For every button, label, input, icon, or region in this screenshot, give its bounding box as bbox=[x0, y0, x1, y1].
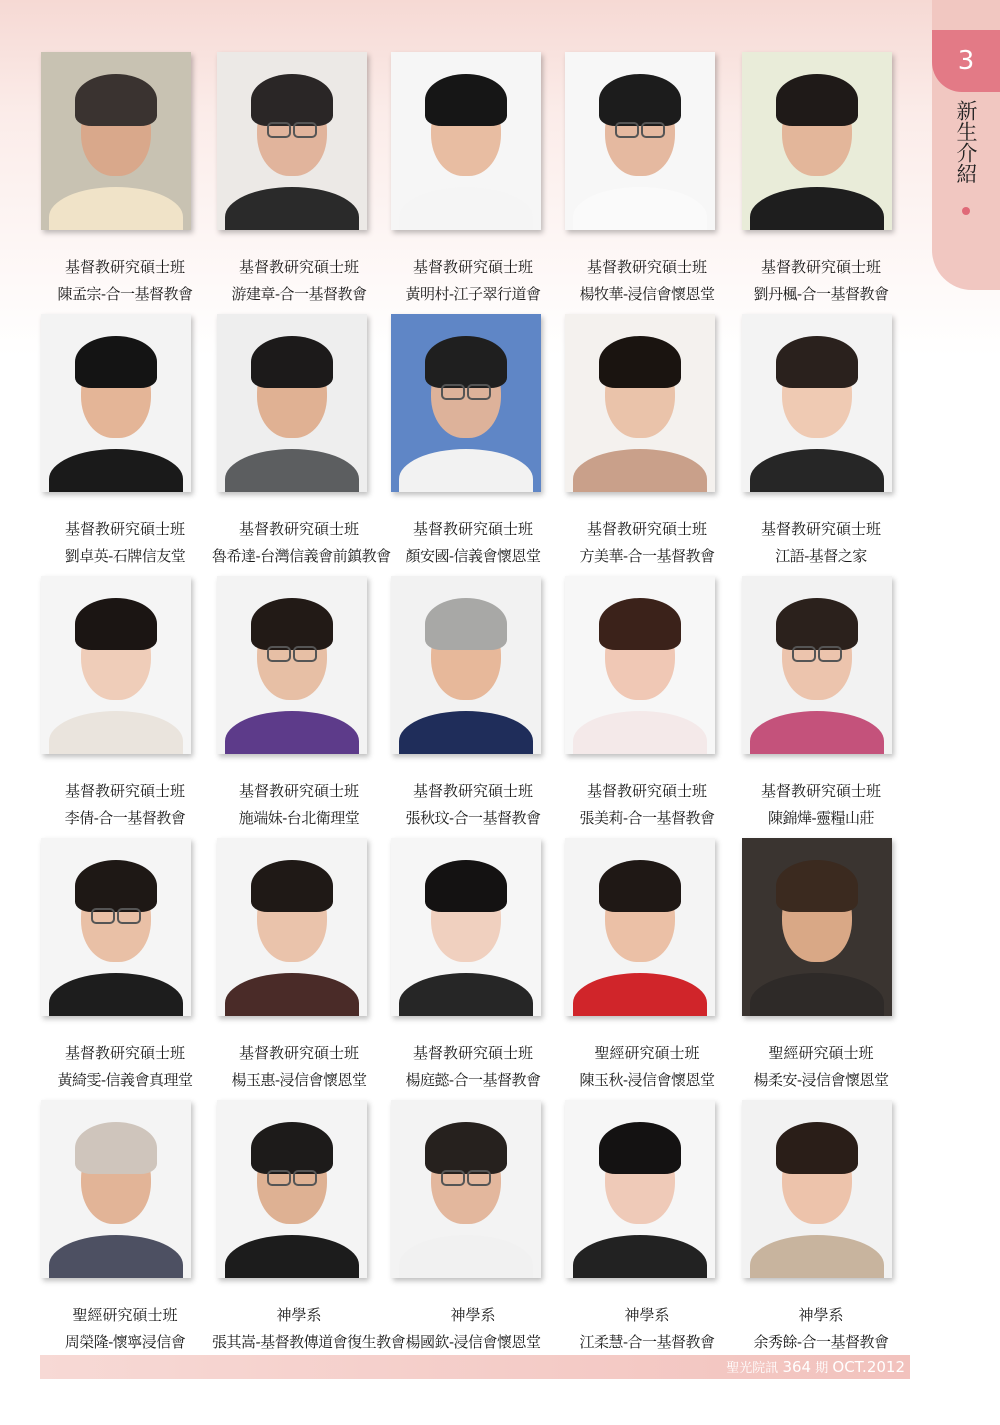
glasses-icon bbox=[641, 122, 665, 138]
photo-shoulders bbox=[399, 973, 533, 1016]
photo-shoulders bbox=[49, 449, 183, 492]
glasses-icon bbox=[615, 122, 639, 138]
student-program: 基督教研究碩士班 bbox=[586, 782, 707, 800]
section-title: 新生介紹 bbox=[954, 100, 978, 184]
student-name-church: 李倩-合一基督教會 bbox=[64, 809, 186, 827]
student-caption bbox=[38, 1040, 212, 1094]
student-photo bbox=[565, 838, 715, 1016]
student-caption bbox=[734, 778, 908, 832]
photo-hair bbox=[251, 74, 333, 126]
photo-shoulders bbox=[750, 449, 884, 492]
student-program: 基督教研究碩士班 bbox=[760, 258, 881, 276]
student-caption bbox=[734, 1040, 908, 1094]
student-photo bbox=[41, 838, 191, 1016]
page-number: 3 bbox=[932, 30, 1000, 92]
photo-shoulders bbox=[750, 711, 884, 754]
student-card bbox=[38, 1100, 212, 1362]
photo-shoulders bbox=[573, 449, 707, 492]
student-card bbox=[38, 576, 212, 838]
glasses-icon bbox=[267, 1170, 291, 1186]
glasses-icon bbox=[792, 646, 816, 662]
photo-shoulders bbox=[399, 1235, 533, 1278]
student-photo bbox=[565, 576, 715, 754]
student-photo bbox=[217, 576, 367, 754]
student-card bbox=[38, 838, 212, 1100]
student-caption bbox=[560, 1302, 734, 1356]
student-name-church: 方美華-合一基督教會 bbox=[579, 547, 715, 565]
student-caption bbox=[38, 778, 212, 832]
student-caption bbox=[734, 254, 908, 308]
student-card bbox=[38, 52, 212, 314]
student-photo bbox=[742, 1100, 892, 1278]
student-program: 基督教研究碩士班 bbox=[412, 782, 533, 800]
student-caption bbox=[386, 1302, 560, 1356]
student-name-church: 楊國欽-浸信會懷恩堂 bbox=[405, 1333, 541, 1351]
glasses-icon bbox=[267, 122, 291, 138]
student-name-church: 施端妹-台北衛理堂 bbox=[238, 809, 360, 827]
student-name-church: 江語-基督之家 bbox=[775, 547, 867, 565]
student-caption bbox=[734, 516, 908, 570]
photo-shoulders bbox=[573, 973, 707, 1016]
photo-hair bbox=[75, 74, 157, 126]
footer-issue-number: 364 bbox=[782, 1358, 812, 1376]
photo-shoulders bbox=[225, 449, 359, 492]
student-name-church: 周榮隆-懷寧浸信會 bbox=[64, 1333, 186, 1351]
glasses-icon bbox=[441, 384, 465, 400]
student-name-church: 江柔慧-合一基督教會 bbox=[579, 1333, 715, 1351]
student-photo bbox=[742, 838, 892, 1016]
glasses-icon bbox=[267, 646, 291, 662]
photo-hair bbox=[599, 336, 681, 388]
photo-shoulders bbox=[399, 187, 533, 230]
student-card bbox=[386, 314, 560, 576]
student-caption bbox=[212, 778, 386, 832]
student-card bbox=[38, 314, 212, 576]
student-card bbox=[386, 838, 560, 1100]
photo-hair bbox=[776, 860, 858, 912]
photo-hair bbox=[599, 1122, 681, 1174]
student-photo bbox=[742, 52, 892, 230]
student-photo bbox=[391, 838, 541, 1016]
student-card bbox=[734, 838, 908, 1100]
student-program: 基督教研究碩士班 bbox=[238, 1044, 359, 1062]
photo-hair bbox=[776, 74, 858, 126]
student-name-church: 張美莉-合一基督教會 bbox=[579, 809, 715, 827]
glasses-icon bbox=[91, 908, 115, 924]
student-caption bbox=[212, 254, 386, 308]
student-card bbox=[734, 52, 908, 314]
student-program: 基督教研究碩士班 bbox=[238, 258, 359, 276]
photo-shoulders bbox=[399, 449, 533, 492]
student-photo bbox=[742, 314, 892, 492]
photo-hair bbox=[425, 74, 507, 126]
student-program: 聖經研究碩士班 bbox=[72, 1306, 178, 1324]
student-card bbox=[212, 52, 386, 314]
photo-shoulders bbox=[573, 711, 707, 754]
student-name-church: 陳孟宗-合一基督教會 bbox=[57, 285, 193, 303]
student-photo bbox=[41, 314, 191, 492]
photo-hair bbox=[251, 336, 333, 388]
photo-hair bbox=[75, 598, 157, 650]
photo-shoulders bbox=[750, 973, 884, 1016]
student-caption bbox=[38, 254, 212, 308]
footer-issue-suffix: 期 bbox=[815, 1361, 829, 1376]
glasses-icon bbox=[467, 1170, 491, 1186]
student-program: 基督教研究碩士班 bbox=[64, 520, 185, 538]
student-photo bbox=[565, 1100, 715, 1278]
student-name-church: 魯希達-台灣信義會前鎮教會 bbox=[212, 547, 391, 565]
student-name-church: 陳錦燁-靈糧山莊 bbox=[767, 809, 875, 827]
student-name-church: 陳玉秋-浸信會懷恩堂 bbox=[579, 1071, 715, 1089]
student-name-church: 楊柔安-浸信會懷恩堂 bbox=[753, 1071, 889, 1089]
photo-shoulders bbox=[225, 1235, 359, 1278]
student-caption bbox=[386, 1040, 560, 1094]
student-name-church: 劉卓英-石牌信友堂 bbox=[64, 547, 186, 565]
photo-hair bbox=[776, 598, 858, 650]
glasses-icon bbox=[818, 646, 842, 662]
photo-hair bbox=[75, 336, 157, 388]
student-card bbox=[212, 576, 386, 838]
photo-hair bbox=[425, 598, 507, 650]
student-name-church: 余秀餘-合一基督教會 bbox=[753, 1333, 889, 1351]
glasses-icon bbox=[467, 384, 491, 400]
student-card bbox=[734, 576, 908, 838]
student-program: 基督教研究碩士班 bbox=[412, 1044, 533, 1062]
student-photo bbox=[217, 52, 367, 230]
student-photo bbox=[565, 52, 715, 230]
student-caption bbox=[212, 1302, 406, 1356]
student-card bbox=[560, 576, 734, 838]
student-card bbox=[734, 1100, 908, 1362]
student-card bbox=[386, 576, 560, 838]
student-caption bbox=[734, 1302, 908, 1356]
student-program: 基督教研究碩士班 bbox=[412, 520, 533, 538]
section-dot-icon bbox=[962, 207, 970, 215]
student-caption bbox=[38, 1302, 212, 1356]
student-program: 神學系 bbox=[624, 1306, 670, 1324]
photo-shoulders bbox=[225, 711, 359, 754]
photo-hair bbox=[599, 598, 681, 650]
student-card bbox=[560, 314, 734, 576]
student-name-church: 黃綺雯-信義會真理堂 bbox=[57, 1071, 193, 1089]
photo-hair bbox=[251, 1122, 333, 1174]
student-card bbox=[560, 838, 734, 1100]
student-photo bbox=[391, 314, 541, 492]
student-photo bbox=[565, 314, 715, 492]
footer-publication: 聖光院訊 bbox=[726, 1361, 779, 1376]
photo-hair bbox=[599, 74, 681, 126]
student-program: 基督教研究碩士班 bbox=[412, 258, 533, 276]
student-program: 神學系 bbox=[798, 1306, 844, 1324]
glasses-icon bbox=[441, 1170, 465, 1186]
student-name-church: 張秋玟-合一基督教會 bbox=[405, 809, 541, 827]
photo-hair bbox=[425, 860, 507, 912]
photo-shoulders bbox=[49, 711, 183, 754]
student-program: 基督教研究碩士班 bbox=[64, 258, 185, 276]
student-program: 基督教研究碩士班 bbox=[586, 258, 707, 276]
photo-hair bbox=[425, 336, 507, 388]
photo-shoulders bbox=[573, 187, 707, 230]
student-program: 基督教研究碩士班 bbox=[64, 1044, 185, 1062]
student-name-church: 游建章-合一基督教會 bbox=[231, 285, 367, 303]
student-photo bbox=[391, 52, 541, 230]
glasses-icon bbox=[293, 1170, 317, 1186]
student-photo bbox=[41, 1100, 191, 1278]
student-grid bbox=[38, 52, 908, 1362]
student-photo bbox=[742, 576, 892, 754]
glasses-icon bbox=[293, 122, 317, 138]
student-photo bbox=[41, 576, 191, 754]
student-photo bbox=[391, 1100, 541, 1278]
photo-shoulders bbox=[49, 187, 183, 230]
student-name-church: 楊牧華-浸信會懷恩堂 bbox=[579, 285, 715, 303]
student-caption bbox=[212, 516, 391, 570]
student-photo bbox=[217, 838, 367, 1016]
student-name-church: 張其嵩-基督教傳道會復生教會 bbox=[212, 1333, 406, 1351]
student-program: 基督教研究碩士班 bbox=[238, 520, 359, 538]
photo-shoulders bbox=[225, 973, 359, 1016]
photo-shoulders bbox=[399, 711, 533, 754]
student-caption bbox=[38, 516, 212, 570]
student-card bbox=[560, 52, 734, 314]
student-name-church: 顏安國-信義會懷恩堂 bbox=[405, 547, 541, 565]
student-card bbox=[386, 52, 560, 314]
photo-hair bbox=[776, 1122, 858, 1174]
student-program: 基督教研究碩士班 bbox=[238, 782, 359, 800]
student-photo bbox=[391, 576, 541, 754]
student-photo bbox=[217, 1100, 367, 1278]
photo-shoulders bbox=[49, 1235, 183, 1278]
photo-hair bbox=[251, 598, 333, 650]
glasses-icon bbox=[117, 908, 141, 924]
student-program: 基督教研究碩士班 bbox=[760, 520, 881, 538]
student-name-church: 劉丹楓-合一基督教會 bbox=[753, 285, 889, 303]
student-name-church: 楊玉惠-浸信會懷恩堂 bbox=[231, 1071, 367, 1089]
student-program: 聖經研究碩士班 bbox=[594, 1044, 700, 1062]
photo-hair bbox=[425, 1122, 507, 1174]
student-card bbox=[560, 1100, 734, 1362]
student-caption bbox=[386, 516, 560, 570]
photo-hair bbox=[75, 860, 157, 912]
student-card bbox=[386, 1100, 560, 1362]
photo-shoulders bbox=[750, 1235, 884, 1278]
photo-hair bbox=[75, 1122, 157, 1174]
student-photo bbox=[41, 52, 191, 230]
student-card bbox=[212, 1100, 406, 1362]
student-photo bbox=[217, 314, 367, 492]
student-program: 基督教研究碩士班 bbox=[586, 520, 707, 538]
glasses-icon bbox=[293, 646, 317, 662]
student-caption bbox=[560, 1040, 734, 1094]
student-card bbox=[734, 314, 908, 576]
student-card bbox=[212, 314, 391, 576]
student-caption bbox=[560, 254, 734, 308]
footer-text bbox=[726, 1356, 905, 1378]
student-program: 基督教研究碩士班 bbox=[64, 782, 185, 800]
student-caption bbox=[560, 778, 734, 832]
student-program: 神學系 bbox=[276, 1306, 322, 1324]
student-program: 基督教研究碩士班 bbox=[760, 782, 881, 800]
student-program: 聖經研究碩士班 bbox=[768, 1044, 874, 1062]
photo-hair bbox=[251, 860, 333, 912]
student-caption bbox=[386, 254, 560, 308]
student-program: 神學系 bbox=[450, 1306, 496, 1324]
photo-shoulders bbox=[49, 973, 183, 1016]
photo-shoulders bbox=[225, 187, 359, 230]
photo-hair bbox=[599, 860, 681, 912]
student-caption bbox=[560, 516, 734, 570]
student-name-church: 楊庭懿-合一基督教會 bbox=[405, 1071, 541, 1089]
student-card bbox=[212, 838, 386, 1100]
student-caption bbox=[212, 1040, 386, 1094]
student-name-church: 黃明村-江子翠行道會 bbox=[405, 285, 541, 303]
photo-shoulders bbox=[573, 1235, 707, 1278]
footer-date: OCT.2012 bbox=[832, 1358, 905, 1376]
student-caption bbox=[386, 778, 560, 832]
photo-hair bbox=[776, 336, 858, 388]
photo-shoulders bbox=[750, 187, 884, 230]
